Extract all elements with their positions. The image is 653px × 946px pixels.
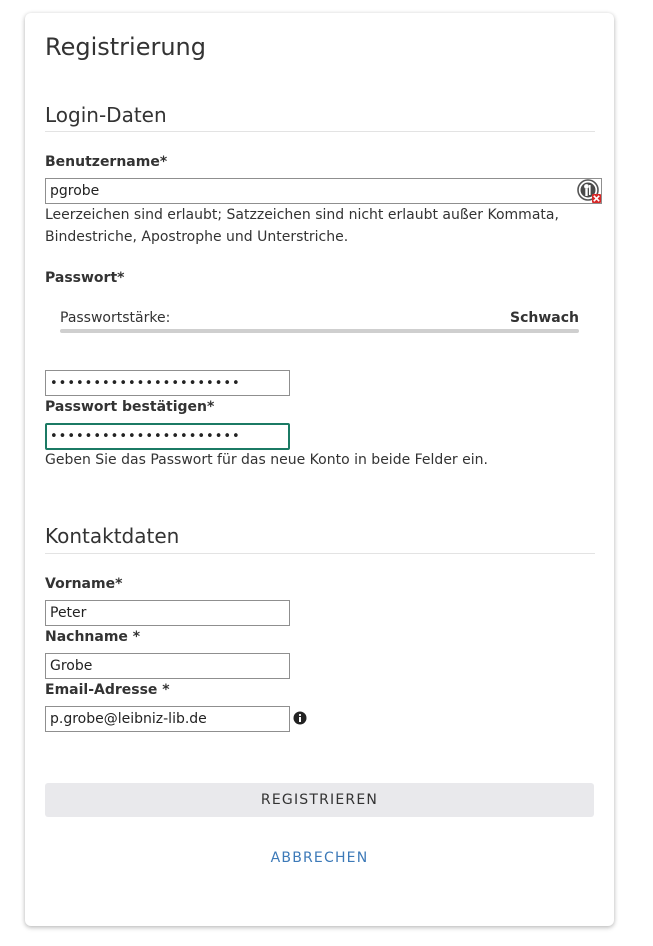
username-label: Benutzername* (45, 154, 168, 170)
password-strength-meter (60, 329, 579, 333)
username-help-text: Leerzeichen sind erlaubt; Satzzeichen sind nicht erlaubt außer Kommata, Bindestriche, Apostrophe und Unterstriche. (45, 207, 559, 245)
email-label: Email-Adresse * (45, 682, 170, 698)
register-button[interactable]: REGISTRIEREN (45, 783, 594, 817)
firstname-label: Vorname* (45, 576, 123, 592)
password-confirm-label: Passwort bestätigen* (45, 399, 215, 415)
password-input[interactable] (45, 370, 290, 396)
cancel-button[interactable]: ABBRECHEN (45, 846, 594, 870)
section-heading-contact: Kontaktdaten (45, 524, 180, 548)
lastname-input[interactable] (45, 653, 290, 679)
password-strength-fill (60, 329, 579, 333)
registration-card (25, 13, 614, 926)
password-confirm-input[interactable] (45, 423, 290, 450)
identity-warning-icon[interactable] (577, 179, 601, 203)
info-icon[interactable] (293, 710, 307, 724)
section-divider (45, 131, 595, 132)
username-input[interactable] (45, 178, 602, 204)
section-divider (45, 553, 595, 554)
password-label: Passwort* (45, 270, 125, 286)
email-input[interactable] (45, 706, 290, 732)
password-strength-label: Passwortstärke: (60, 310, 171, 326)
password-strength-value: Schwach (510, 310, 579, 326)
password-confirm-help-text: Geben Sie das Passwort für das neue Konto in beide Felder ein. (45, 452, 488, 468)
lastname-label: Nachname * (45, 629, 141, 645)
page-title: Registrierung (45, 33, 207, 61)
firstname-input[interactable] (45, 600, 290, 626)
section-heading-login: Login-Daten (45, 103, 167, 127)
